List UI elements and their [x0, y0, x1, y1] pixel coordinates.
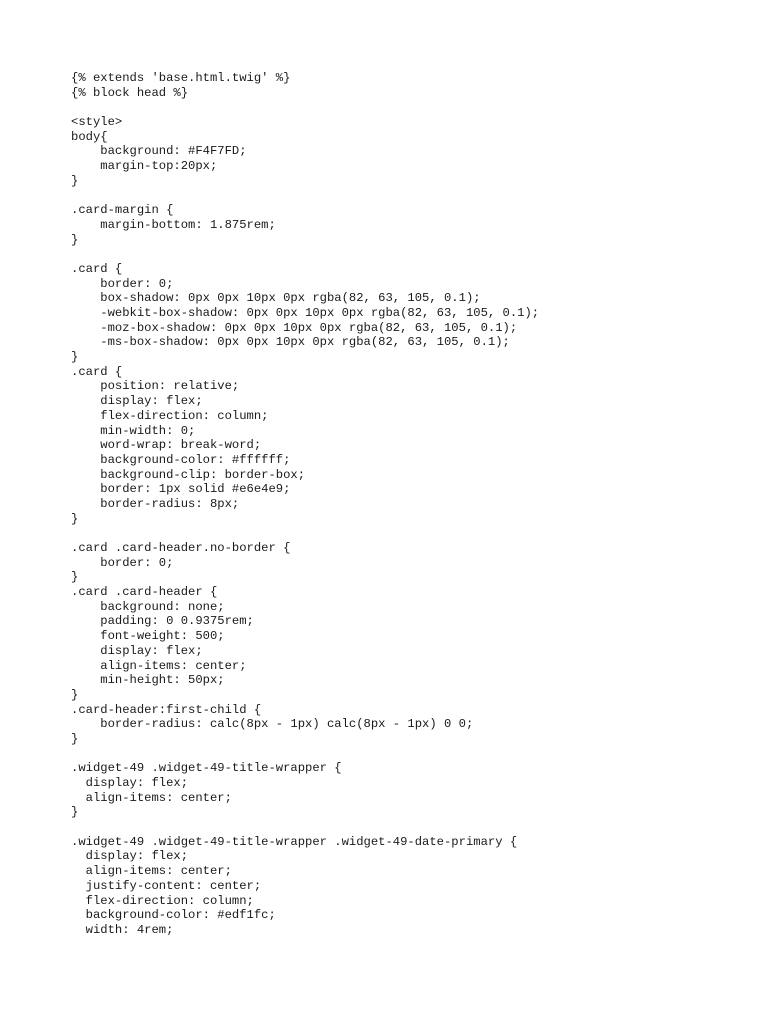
- code-line: align-items: center;: [71, 790, 232, 805]
- code-line: background-clip: border-box;: [71, 467, 306, 482]
- code-line: {% extends 'base.html.twig' %}: [71, 71, 291, 85]
- code-line: padding: 0 0.9375rem;: [71, 614, 254, 629]
- code-line: margin-bottom: 1.875rem;: [71, 217, 276, 232]
- code-line: body{: [71, 129, 108, 144]
- code-line: }: [71, 511, 79, 526]
- code-line: width: 4rem;: [71, 922, 174, 937]
- code-line: <style>: [71, 115, 123, 130]
- code-line: .card {: [71, 364, 123, 379]
- code-line: }: [71, 350, 79, 365]
- code-line: [71, 747, 539, 762]
- code-line: [71, 189, 539, 204]
- code-line: .card-margin {: [71, 203, 174, 218]
- code-listing: [71, 71, 539, 938]
- code-line: word-wrap: break-word;: [71, 438, 262, 453]
- code-line: flex-direction: column;: [71, 893, 254, 908]
- code-line: [71, 247, 539, 262]
- code-line: min-height: 50px;: [71, 673, 225, 688]
- code-line: }: [71, 687, 79, 702]
- code-line: border-radius: calc(8px - 1px) calc(8px - 1px) 0 0;: [71, 717, 474, 732]
- code-line: font-weight: 500;: [71, 629, 225, 644]
- code-line: .widget-49 .widget-49-title-wrapper .widget-49-date-primary {: [71, 834, 518, 849]
- code-line: .widget-49 .widget-49-title-wrapper {: [71, 761, 342, 776]
- code-line: background: none;: [71, 599, 225, 614]
- code-line: .card .card-header.no-border {: [71, 541, 291, 555]
- code-line: min-width: 0;: [71, 423, 196, 438]
- code-line: .card-header:first-child {: [71, 702, 262, 717]
- code-line: align-items: center;: [71, 864, 232, 879]
- code-line: display: flex;: [71, 394, 203, 409]
- code-line: }: [71, 805, 79, 820]
- code-line: {% block head %}: [71, 85, 189, 100]
- code-line: [71, 820, 539, 835]
- code-line: border: 1px solid #e6e4e9;: [71, 482, 291, 497]
- code-line: -moz-box-shadow: 0px 0px 10px 0px rgba(82, 63, 105, 0.1);: [71, 320, 518, 335]
- code-line: display: flex;: [71, 849, 189, 864]
- code-line: background: #F4F7FD;: [71, 144, 247, 159]
- code-line: .card {: [71, 261, 123, 276]
- code-line: border: 0;: [71, 555, 174, 570]
- code-line: -ms-box-shadow: 0px 0px 10px 0px rgba(82, 63, 105, 0.1);: [71, 335, 510, 350]
- code-line: display: flex;: [71, 776, 189, 790]
- code-line: }: [71, 731, 79, 746]
- code-line: [71, 526, 539, 541]
- code-line: position: relative;: [71, 379, 240, 394]
- code-line: border-radius: 8px;: [71, 496, 240, 511]
- code-line: }: [71, 570, 79, 585]
- code-line: }: [71, 232, 79, 247]
- code-line: }: [71, 173, 79, 188]
- code-line: border: 0;: [71, 276, 174, 291]
- code-line: display: flex;: [71, 643, 203, 658]
- code-line: justify-content: center;: [71, 878, 262, 893]
- code-line: flex-direction: column;: [71, 408, 269, 423]
- code-line: align-items: center;: [71, 658, 247, 673]
- code-line: -webkit-box-shadow: 0px 0px 10px 0px rgba(82, 63, 105, 0.1);: [71, 306, 540, 320]
- code-line: background-color: #ffffff;: [71, 452, 291, 467]
- code-line: margin-top:20px;: [71, 159, 218, 174]
- code-line: box-shadow: 0px 0px 10px 0px rgba(82, 63, 105, 0.1);: [71, 291, 481, 306]
- code-line: background-color: #edf1fc;: [71, 908, 276, 923]
- code-line: [71, 100, 539, 115]
- code-line: .card .card-header {: [71, 585, 218, 600]
